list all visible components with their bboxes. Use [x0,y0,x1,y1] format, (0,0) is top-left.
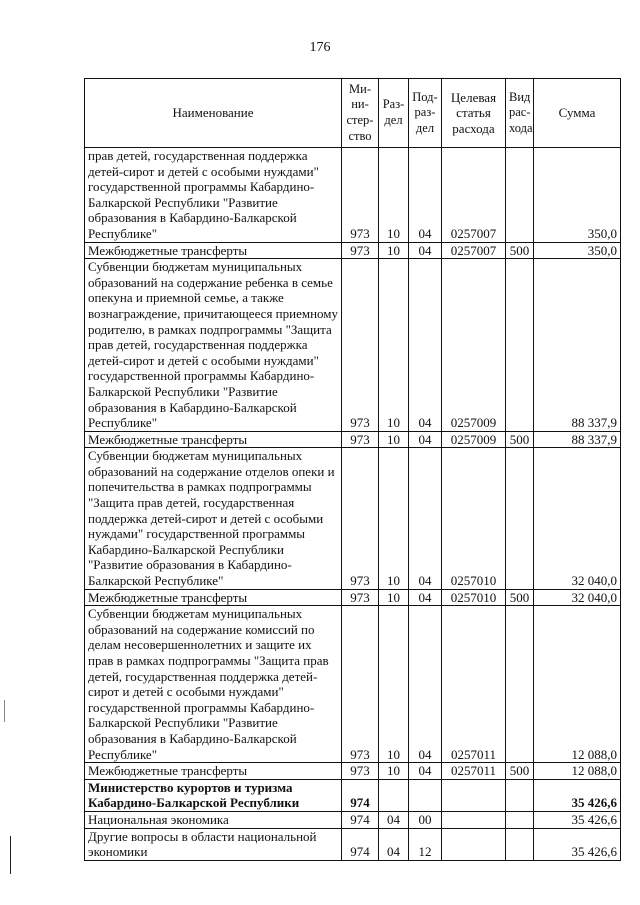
cell-subsection: 12 [409,828,442,860]
cell-expense-type [506,811,534,828]
cell-target [442,811,506,828]
cell-name: Межбюджетные трансферты [85,589,342,606]
cell-ministry: 973 [342,259,379,432]
cell-section [379,779,409,811]
cell-amount: 32 040,0 [534,448,621,589]
table-row [85,763,621,780]
cell-section: 10 [379,606,409,763]
cell-target: 0257009 [442,431,506,448]
cell-section: 04 [379,828,409,860]
cell-ministry: 973 [342,606,379,763]
table-row [85,606,621,763]
cell-expense-type: 500 [506,589,534,606]
header-ministry: Ми-ни-стер-ство [342,79,379,148]
cell-name: Субвенции бюджетам муниципальных образований на содержание комиссий по делам несовершеннолетних и защите их прав в рамках подпрограммы "Защита прав детей, государственная поддержка детей-сирот и детей с особыми нуждами" государственной программы Кабардино-Балкарской Республики "Развитие образования в Кабардино-Балкарской Республике" [85,606,342,763]
cell-name: Субвенции бюджетам муниципальных образований на содержание отделов опеки и попечительства в рамках подпрограммы "Защита прав детей, государственная поддержка детей-сирот и детей с особыми нуждами" государственной программы Кабардино-Балкарской Республики "Развитие образования в Кабардино-Балкарской Республике" [85,448,342,589]
cell-ministry: 974 [342,811,379,828]
cell-target: 0257011 [442,763,506,780]
cell-amount: 350,0 [534,148,621,243]
cell-target: 0257007 [442,148,506,243]
page-number: 176 [309,40,331,55]
cell-expense-type [506,828,534,860]
cell-name: Межбюджетные трансферты [85,242,342,259]
header-target: Целевая статья расхода [442,79,506,148]
cell-expense-type: 500 [506,431,534,448]
cell-subsection: 00 [409,811,442,828]
cell-subsection: 04 [409,242,442,259]
header-name: Наименование [85,79,342,148]
cell-ministry: 973 [342,148,379,243]
cell-subsection: 04 [409,589,442,606]
cell-amount: 35 426,6 [534,811,621,828]
header-amount: Сумма [534,79,621,148]
cell-section: 10 [379,148,409,243]
cell-name: Национальная экономика [85,811,342,828]
cell-amount: 88 337,9 [534,259,621,432]
margin-mark [4,700,5,722]
cell-section: 10 [379,589,409,606]
cell-target: 0257011 [442,606,506,763]
cell-ministry: 973 [342,763,379,780]
cell-expense-type: 500 [506,242,534,259]
cell-subsection: 04 [409,448,442,589]
cell-subsection: 04 [409,431,442,448]
table-row [85,828,621,860]
cell-expense-type [506,148,534,243]
header-subsection: Под-раз-дел [409,79,442,148]
table-row [85,242,621,259]
cell-section: 04 [379,811,409,828]
cell-section: 10 [379,242,409,259]
margin-mark [10,836,11,874]
cell-expense-type [506,606,534,763]
cell-name: Субвенции бюджетам муниципальных образований на содержание ребенка в семье опекуна и приемной семье, а также вознаграждение, причитающееся приемному родителю, в рамках подпрограммы "Защита прав детей, государственная поддержка детей-сирот и детей с особыми нуждами" государственной программы Кабардино-Балкарской Республики "Развитие образования в Кабардино-Балкарской Республике" [85,259,342,432]
cell-section: 10 [379,763,409,780]
table-header-row [85,79,621,148]
cell-expense-type [506,779,534,811]
cell-subsection [409,779,442,811]
cell-ministry: 973 [342,431,379,448]
cell-amount: 12 088,0 [534,763,621,780]
cell-target: 0257007 [442,242,506,259]
table-row [85,259,621,432]
table-row [85,448,621,589]
cell-subsection: 04 [409,763,442,780]
cell-name: Другие вопросы в области национальной экономики [85,828,342,860]
header-expense-type: Вид рас-хода [506,79,534,148]
cell-amount: 88 337,9 [534,431,621,448]
cell-amount: 32 040,0 [534,589,621,606]
cell-ministry: 973 [342,242,379,259]
cell-subsection: 04 [409,606,442,763]
cell-target: 0257010 [442,448,506,589]
cell-section: 10 [379,259,409,432]
header-section: Раз-дел [379,79,409,148]
cell-expense-type [506,259,534,432]
cell-ministry: 974 [342,779,379,811]
budget-table [84,78,621,861]
cell-amount: 35 426,6 [534,828,621,860]
cell-name: Межбюджетные трансферты [85,763,342,780]
cell-subsection: 04 [409,259,442,432]
table-row [85,589,621,606]
cell-amount: 350,0 [534,242,621,259]
cell-expense-type [506,448,534,589]
cell-target: 0257010 [442,589,506,606]
cell-target [442,779,506,811]
cell-ministry: 974 [342,828,379,860]
cell-name: Межбюджетные трансферты [85,431,342,448]
cell-amount: 12 088,0 [534,606,621,763]
cell-expense-type: 500 [506,763,534,780]
table-row [85,811,621,828]
cell-ministry: 973 [342,589,379,606]
cell-target: 0257009 [442,259,506,432]
table-row [85,431,621,448]
cell-amount: 35 426,6 [534,779,621,811]
table-row [85,779,621,811]
table-row [85,148,621,243]
cell-section: 10 [379,431,409,448]
cell-target [442,828,506,860]
cell-subsection: 04 [409,148,442,243]
cell-ministry: 973 [342,448,379,589]
cell-name: Министерство курортов и туризма Кабардино-Балкарской Республики [85,779,342,811]
cell-section: 10 [379,448,409,589]
cell-name: прав детей, государственная поддержка детей-сирот и детей с особыми нуждами" государственной программы Кабардино-Балкарской Республики "Развитие образования в Кабардино-Балкарской Республике" [85,148,342,243]
